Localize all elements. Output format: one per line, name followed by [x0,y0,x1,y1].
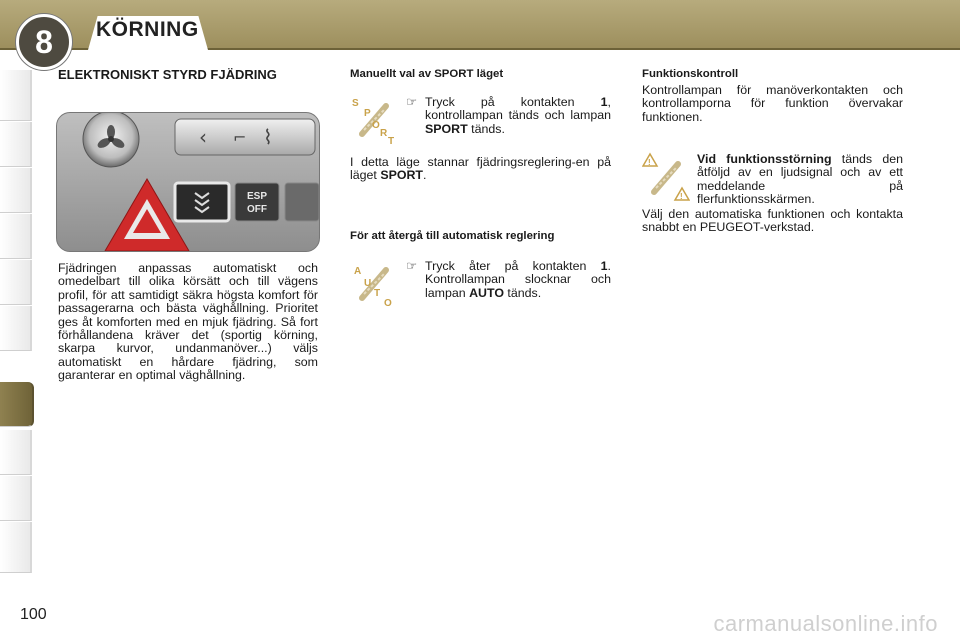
thumb-tab[interactable] [0,430,32,475]
auto-letter-a: A [354,266,362,277]
intro-paragraph: Fjädringen anpassas automatiskt och omedelbart till olika körsätt och till vägens profil, för att samtidigt säkra högsta komfort för passagerarna och bästa väghållning. Prioritet ges åt komforten med en mjuk fjädring. Så fort förhållandena kräver det (sportig körning, skarpa kurvor, undanmanöver...) väljs automatiskt en hårdare fjädring, som garanterar en optimal väghållning. [58,261,318,383]
page-number: 100 [20,606,47,623]
pointer-icon: ☞ [406,95,418,109]
seat-icon: ⌐ [233,128,247,147]
pointer-icon: ☞ [406,259,418,273]
function-check-text: Kontrollampan för manöverkontakten och kontrollamporna för funktion övervakar funktionen. [642,83,903,124]
manual-sport-heading: Manuellt val av SPORT läget [350,68,504,80]
sport-letter-o: O [372,120,380,131]
dashboard-illustration [57,113,319,251]
sport-text-part: , kontrollampan tänds och lampan [425,95,611,123]
dashboard-photo [56,112,320,252]
thumb-tab-active[interactable] [0,382,34,427]
auto-letter-t: T [374,288,381,299]
sport-key: 1 [600,95,608,109]
sport-letter-s: S [352,98,359,109]
thumb-tab[interactable] [0,122,32,167]
fault-bold-text: Vid funktionsstörning [697,152,832,166]
auto-word: AUTO [469,285,504,300]
suspension-button [175,183,229,221]
sport-text-part: tänds. [467,121,505,136]
mode-word: SPORT [380,168,423,183]
seat-heat-icon: ⌇ [263,125,273,149]
thumb-tab[interactable] [0,214,32,259]
esp-label: ESP [246,191,268,202]
auto-warning-lamp-icon [350,258,398,308]
thumb-tab[interactable] [0,522,32,573]
auto-text-part: . Kontrollampan slocknar och lampan [425,259,611,300]
sport-mode-note [350,156,611,183]
sport-letter-t: T [388,136,395,144]
svg-text:!: ! [680,192,683,201]
auto-key: 1 [600,259,608,273]
thumb-tab[interactable] [0,476,32,521]
sport-text-part: Tryck på kontakten [425,95,601,109]
chevron-left-icon: ‹ [199,125,207,149]
chapter-thumb-tabs [0,70,34,575]
sport-letter-p: P [364,108,371,119]
svg-text:!: ! [648,158,651,167]
sport-letter-r: R [380,128,388,139]
watermark-text: carmanualsonline.info [713,611,938,636]
chapter-title: KÖRNING [96,18,199,41]
off-label: OFF [247,204,267,215]
mode-text-part: . [423,168,427,183]
sport-instruction [425,96,611,136]
auto-text-part: tänds. [503,285,542,300]
function-check-heading: Funktionskontroll [642,68,739,80]
thumb-tab[interactable] [0,70,32,121]
thumb-tab[interactable] [0,306,32,351]
esp-off-button [235,183,279,221]
fault-text-part: tänds den åtföljd av en ljudsignal och av ett meddelande på flerfunktionsskärmen. [697,152,903,207]
fault-warning-lamp-icon [642,152,690,202]
section-heading: ELEKTRONISKT STYRD FJÄDRING [58,67,277,82]
thumb-tab[interactable] [0,168,32,213]
return-auto-heading: För att återgå till automatisk reglering [350,230,555,242]
extra-button [285,183,319,221]
auto-letter-o: O [384,298,392,308]
sport-word: SPORT [425,121,468,136]
auto-text-part: Tryck åter på kontakten [425,259,601,273]
fault-text [697,153,903,207]
auto-letter-u: U [364,278,372,289]
auto-instruction [425,260,611,300]
mode-text-part: I detta läge stannar fjädringsreglering-en på läget [350,155,611,183]
chapter-number-badge: 8 [16,14,72,70]
advice-text: Välj den automatiska funktionen och kontakta snabbt en PEUGEOT-verkstad. [642,207,903,235]
thumb-tab[interactable] [0,260,32,305]
sport-warning-lamp-icon [350,94,398,144]
